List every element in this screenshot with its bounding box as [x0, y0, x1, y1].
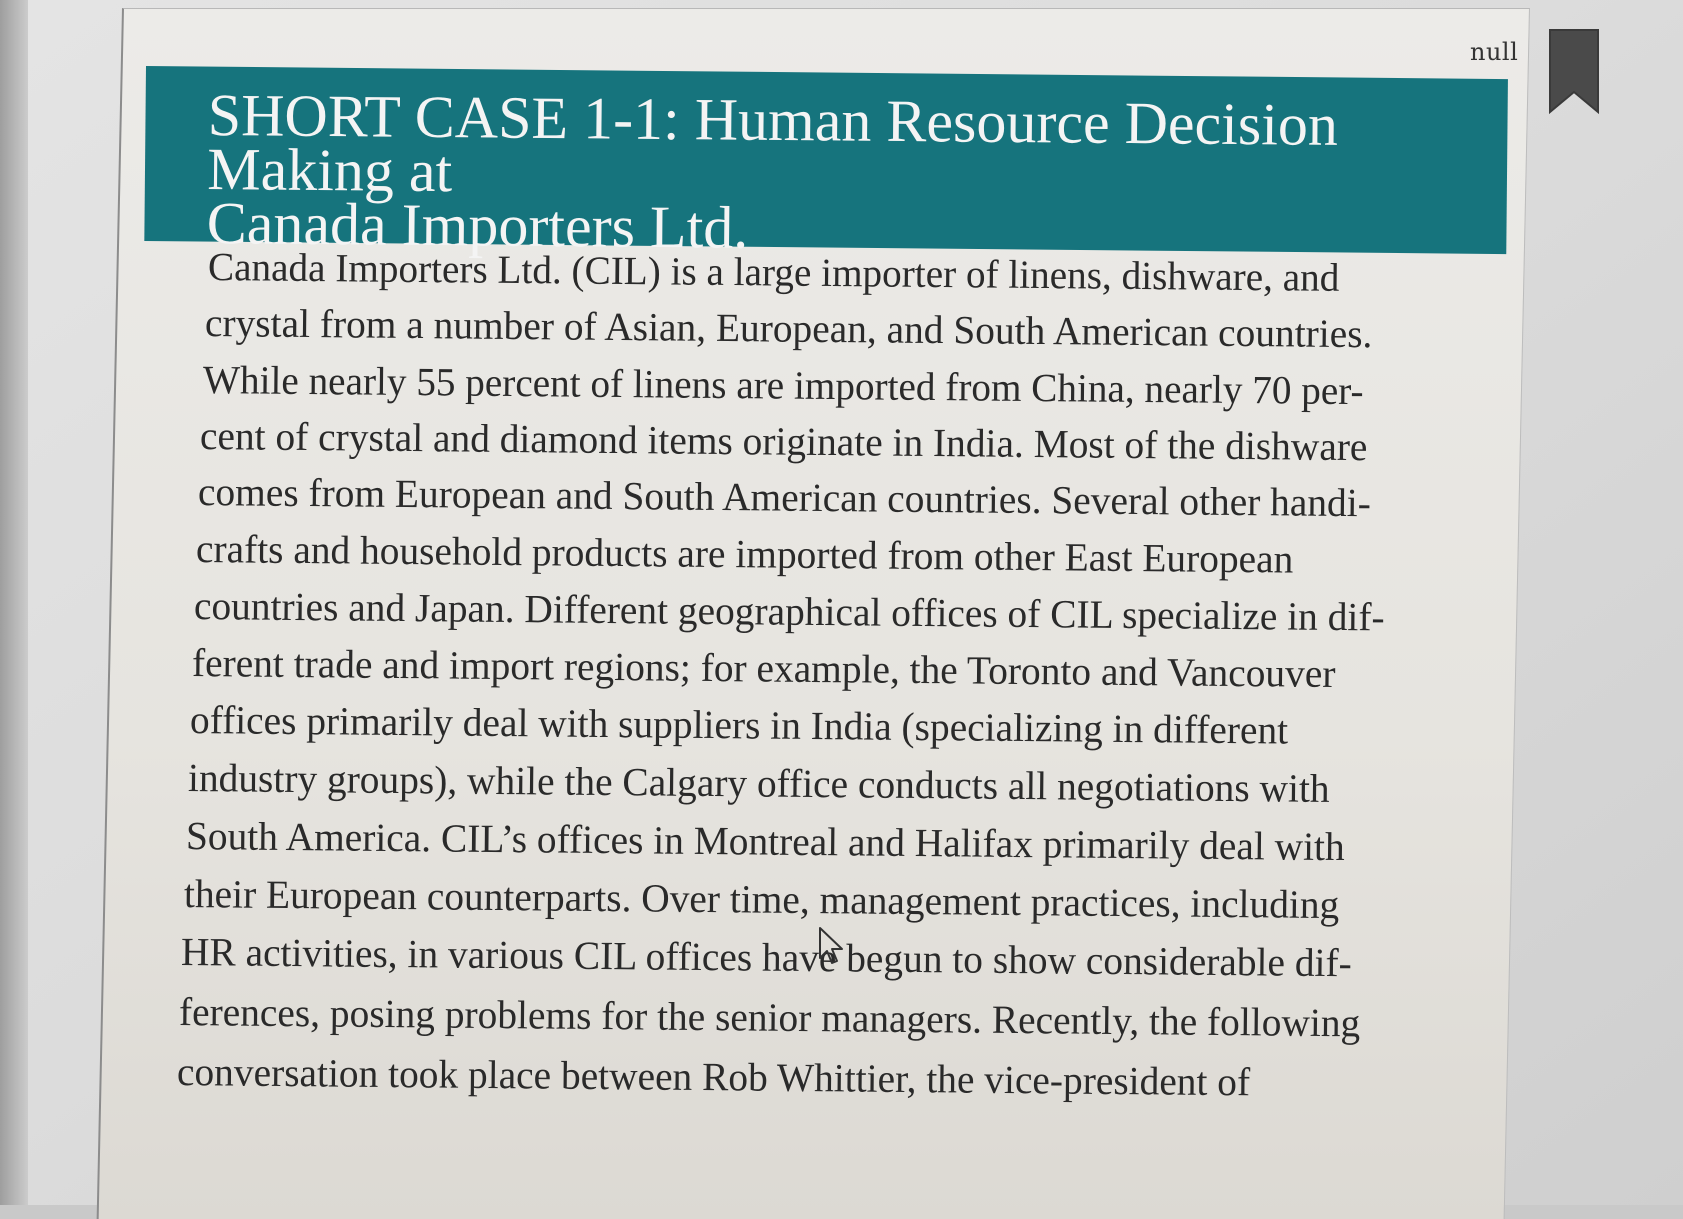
case-title: SHORT CASE 1-1: Human Resource Decision Making at Canada Importers Ltd.	[206, 82, 1339, 261]
body-line: While nearly 55 percent of linens are imported from China, nearly 70 per-	[202, 357, 1364, 414]
body-line: conversation took place between Rob Whittier, the vice-president of	[176, 1049, 1251, 1105]
body-line: crystal from a number of Asian, European, and South American countries.	[204, 300, 1373, 357]
body-line: industry groups), while the Calgary office conducts all negotiations with	[187, 755, 1330, 811]
body-line: HR activities, in various CIL offices have begun to show considerable dif-	[180, 929, 1352, 986]
body-line: cent of crystal and diamond items originate in India. Most of the dishware	[199, 413, 1368, 470]
mouse-pointer-icon	[818, 926, 846, 966]
body-line: crafts and household products are imported from other East European	[195, 526, 1294, 582]
body-line: ferences, posing problems for the senior managers. Recently, the following	[178, 989, 1361, 1046]
page-label: null	[1470, 38, 1519, 66]
body-line: countries and Japan. Different geographical offices of CIL specialize in dif-	[193, 583, 1385, 640]
body-line: South America. CIL’s offices in Montreal and Halifax primarily deal with	[185, 813, 1345, 870]
body-line: Canada Importers Ltd. (CIL) is a large importer of linens, dishware, and	[207, 244, 1340, 300]
body-line: their European counterparts. Over time, management practices, including	[183, 871, 1340, 928]
body-line: ferent trade and import regions; for example, the Toronto and Vancouver	[191, 640, 1336, 696]
body-line: comes from European and South American countries. Several other handi-	[197, 469, 1372, 526]
body-line: offices primarily deal with suppliers in India (specializing in different	[189, 697, 1289, 753]
